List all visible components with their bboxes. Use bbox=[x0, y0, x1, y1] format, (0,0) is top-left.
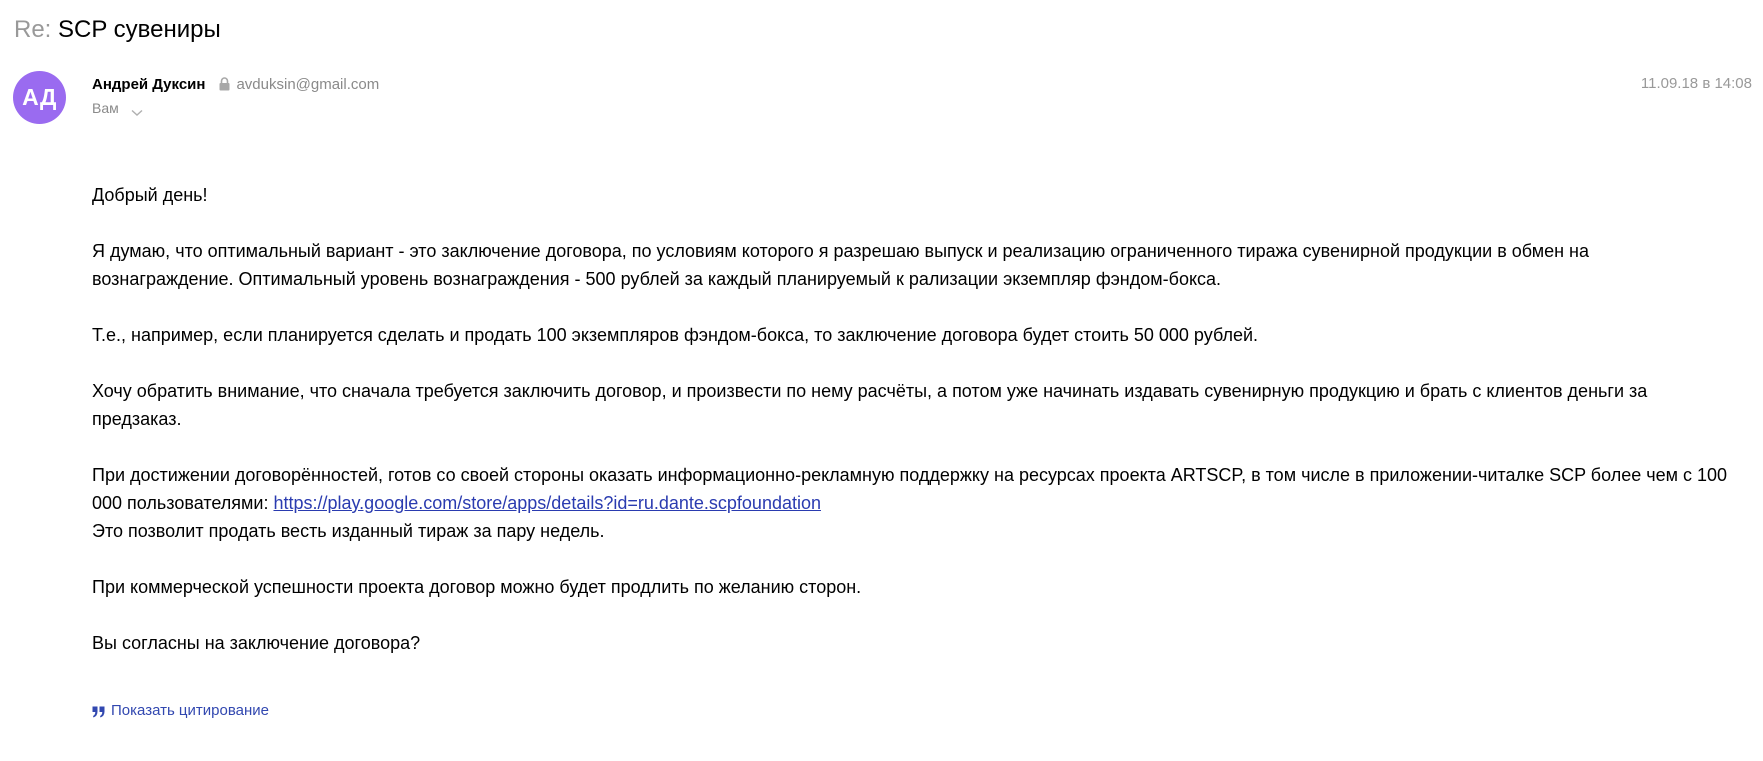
body-text: При достижении договорённостей, готов со своей стороны оказать информационно-рекламную поддержку на ресурсах проекта ARTSCP, в том числе в приложении-читалке SCP более чем с 100 000 пользователями: bbox=[92, 465, 1728, 513]
recipient-toggle[interactable] bbox=[92, 98, 143, 118]
body-paragraph: Я думаю, что оптимальный вариант - это заключение договора, по условиям которого я разрешаю выпуск и реализацию ограниченного тиража сувенирной продукции в обмен на вознаграждение. Оптимальный уровень вознаграждения - 500 рублей за каждый планируемый к рализации экземпляр фэндом-бокса. bbox=[92, 241, 1589, 289]
body-greeting: Добрый день! bbox=[92, 185, 208, 205]
body-paragraph: При коммерческой успешности проекта договор можно будет продлить по желанию сторон. bbox=[92, 577, 862, 597]
subject-prefix: Re: bbox=[14, 16, 52, 43]
body-paragraph-with-link bbox=[92, 461, 1732, 545]
email-subject bbox=[14, 14, 221, 46]
show-quote-label: Показать цитирование bbox=[111, 702, 269, 719]
sender-info bbox=[92, 74, 379, 94]
recipient-label: Вам bbox=[92, 100, 119, 116]
message-date: 11.09.18 в 14:08 bbox=[1640, 75, 1752, 92]
body-paragraph: Вы согласны на заключение договора? bbox=[92, 633, 421, 653]
body-paragraph: Хочу обратить внимание, что сначала требуется заключить договор, и произвести по нему расчёты, а потом уже начинать издавать сувенирную продукцию и брать с клиентов деньги за предзаказ. bbox=[92, 381, 1648, 429]
message-body bbox=[92, 181, 1732, 685]
sender-name[interactable]: Андрей Дуксин bbox=[92, 75, 206, 93]
show-quote-button[interactable] bbox=[92, 702, 269, 719]
quote-icon bbox=[92, 705, 105, 717]
subject-title: SCP сувениры bbox=[58, 16, 221, 43]
avatar[interactable]: АД bbox=[13, 71, 66, 124]
chevron-down-icon bbox=[131, 104, 143, 112]
body-paragraph: Т.е., например, если планируется сделать и продать 100 экземпляров фэндом-бокса, то заключение договора будет стоить 50 000 рублей. bbox=[92, 325, 1259, 345]
sender-email[interactable]: avduksin@gmail.com bbox=[236, 75, 380, 93]
app-store-link[interactable]: https://play.google.com/store/apps/details?id=ru.dante.scpfoundation bbox=[273, 493, 821, 513]
body-text: Это позволит продать весть изданный тираж за пару недель. bbox=[92, 521, 605, 541]
lock-icon bbox=[219, 77, 230, 91]
